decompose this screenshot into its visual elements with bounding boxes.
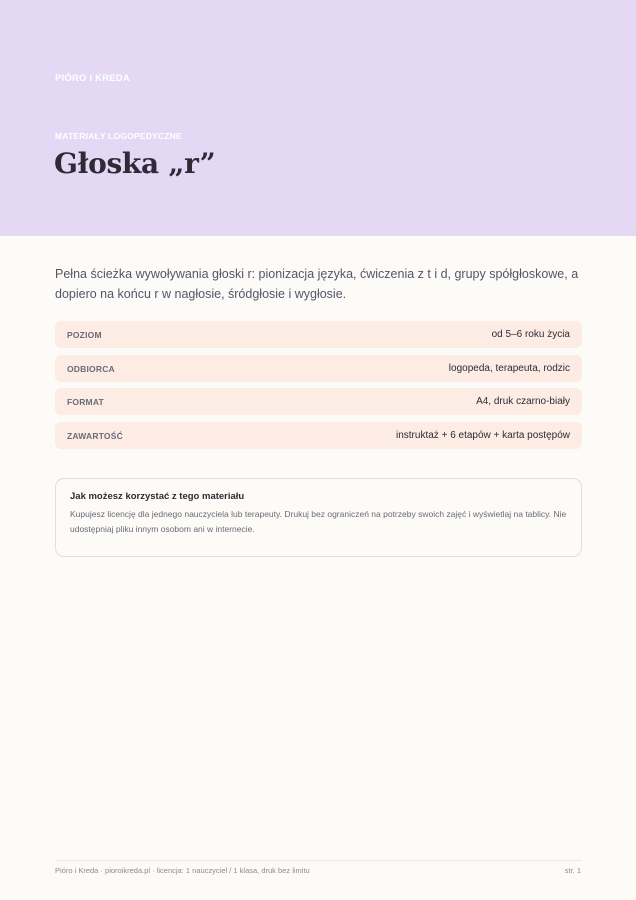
brand-name: PIÓRO I KREDA (55, 73, 130, 84)
spec-row-format (55, 388, 582, 415)
spec-value: logopeda, terapeuta, rodzic (448, 363, 570, 374)
page-number: str. 1 (564, 866, 581, 875)
spec-key: ODBIORCA (67, 363, 115, 374)
header-banner (0, 0, 636, 236)
spec-row-audience (55, 355, 582, 382)
spec-key: ZAWARTOŚĆ (67, 430, 123, 441)
spec-key: FORMAT (67, 396, 104, 407)
license-title: Jak możesz korzystać z tego materiału (70, 491, 245, 502)
license-text: Kupujesz licencję dla jednego nauczyciela lub terapeuty. Drukuj bez ograniczeń na potrzeby swoich zajęć i wyświetlaj na tablicy. Nie udostępniaj pliku innym osobom ani w internecie. (70, 509, 567, 534)
category-label: MATERIAŁY LOGOPEDYCZNE (55, 131, 182, 141)
footer-info: Pióro i Kreda · pioroikreda.pl · licencja: 1 nauczyciel / 1 klasa, druk bez limitu (55, 866, 310, 875)
spec-row-contents (55, 422, 582, 449)
spec-row-level (55, 321, 582, 348)
spec-value: instruktaż + 6 etapów + karta postępów (396, 430, 570, 441)
footer-divider (55, 860, 582, 861)
spec-value: od 5–6 roku życia (491, 329, 570, 340)
license-box (55, 478, 582, 557)
page-title: Głoska „r” (54, 147, 216, 180)
spec-key: POZIOM (67, 329, 102, 340)
intro-text: Pełna ścieżka wywoływania głoski r: pionizacja języka, ćwiczenia z t i d, grupy spółgłoskowe, a dopiero na końcu r w nagłosie, śródgłosie i wygłosie. (55, 267, 579, 301)
spec-value: A4, druk czarno-biały (476, 396, 570, 407)
